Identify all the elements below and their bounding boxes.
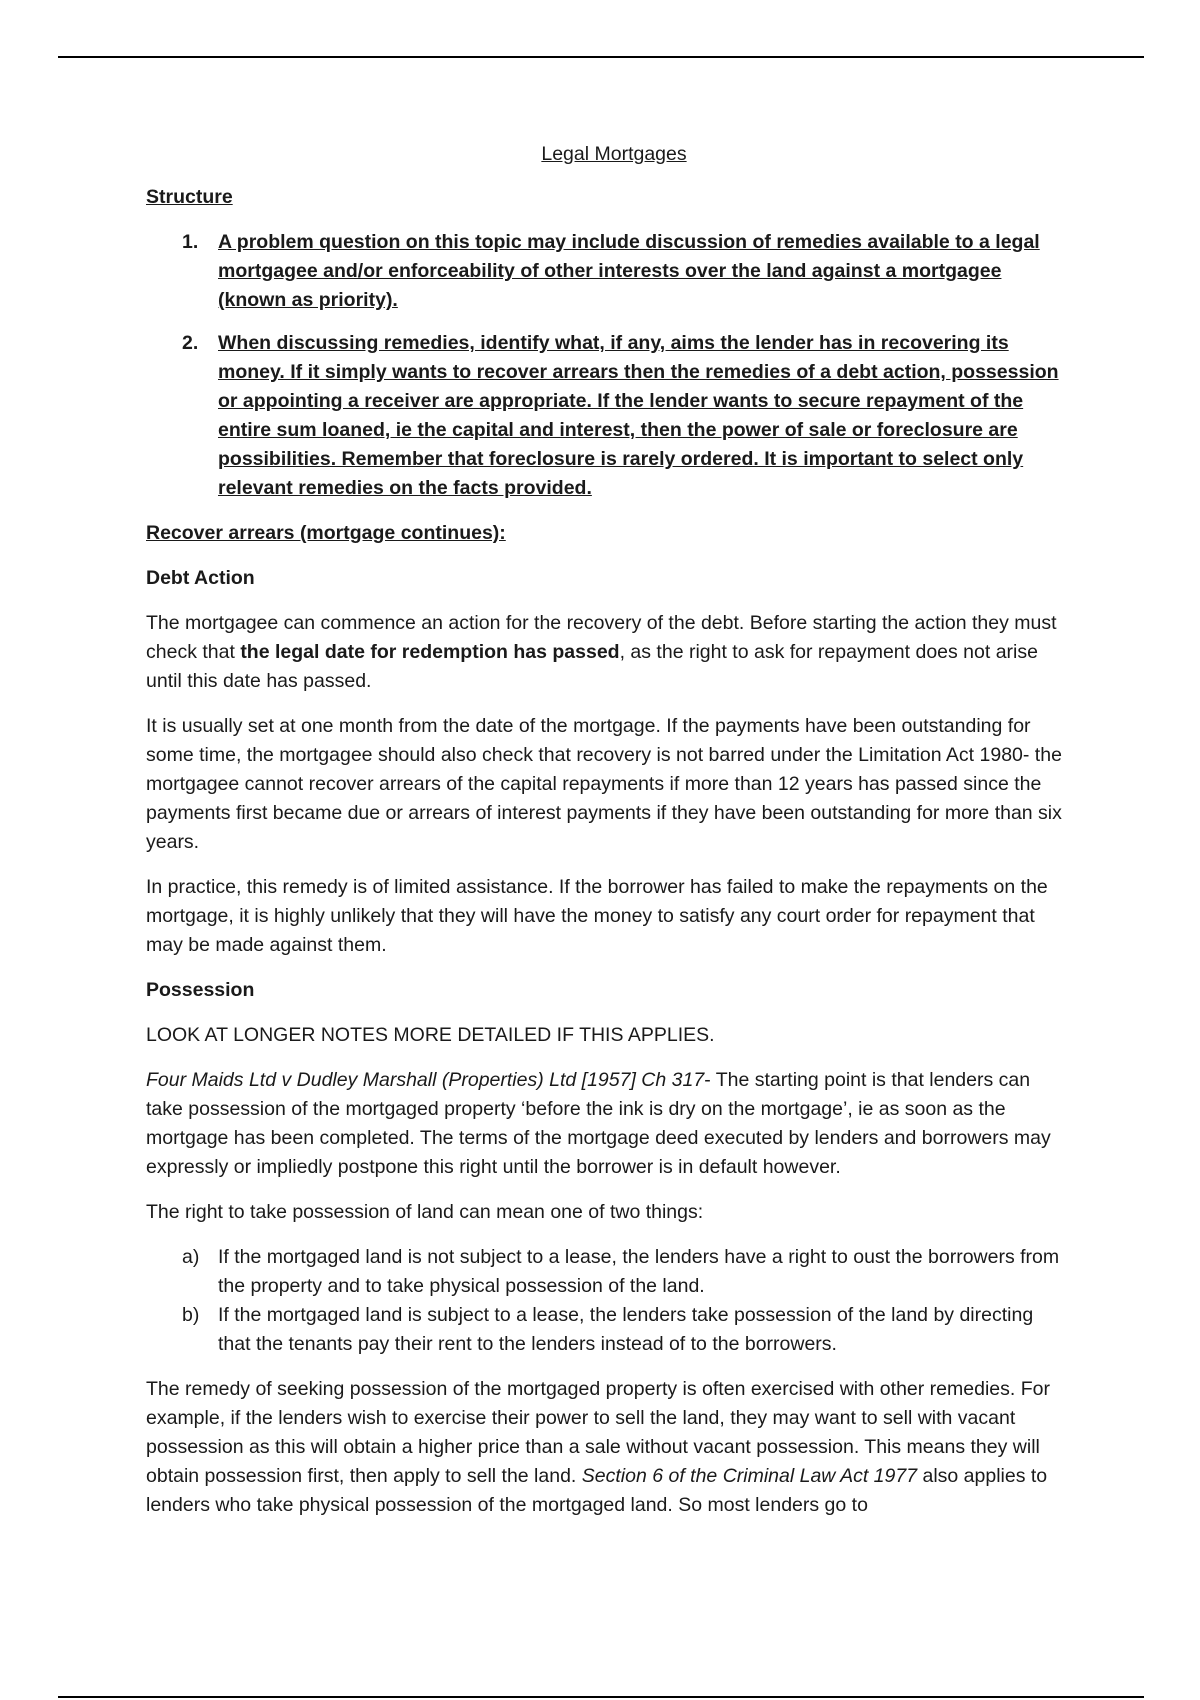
structure-heading: Structure [146, 186, 233, 208]
case-paragraph [146, 1066, 1066, 1182]
structure-item-text: A problem question on this topic may include discussion of remedies available to a legal mortgagee and/or enforceability of other interests over the land against a mortgagee (known as priority). [218, 231, 1040, 311]
list-marker: a) [182, 1246, 200, 1268]
list-marker: 2. [182, 332, 199, 354]
structure-item-text: When discussing remedies, identify what, if any, aims the lender has in recovering its money. If it simply wants to recover arrears then the remedies of a debt action, possession or appointing a receiver are appropriate. If the lender wants to secure repayment of the entire sum loaned, ie the capital and interest, then the power of sale or foreclosure are possibilities. Remember that foreclosure is rarely ordered. It is important to select only relevant remedies on the facts provided. [218, 332, 1059, 499]
text-run: The mortgagee can commence an action for the recovery of the debt. Before starting the action they must check that [146, 612, 1057, 663]
text-run: also applies to lenders who take physical possession of the mortgaged land. So most lenders go to [146, 1465, 1048, 1516]
statute-citation: Section 6 of the Criminal Law Act 1977 [581, 1465, 918, 1487]
final-paragraph [146, 1375, 1066, 1520]
debt-action-heading: Debt Action [146, 567, 255, 589]
right-intro: The right to take possession of land can mean one of two things: [146, 1201, 704, 1223]
structure-list [146, 228, 1066, 503]
debt-paragraph-2: It is usually set at one month from the date of the mortgage. If the payments have been outstanding for some time, the mortgagee should also check that recovery is not barred under the Limitation Act 1980- the mortgagee cannot recover arrears of the capital repayments if more than 12 years has passed since the payments first became due or arrears of interest payments if they have been outstanding for more than six years. [146, 715, 1062, 853]
possession-heading: Possession [146, 979, 255, 1001]
debt-paragraph-1 [146, 609, 1066, 696]
possession-note: LOOK AT LONGER NOTES MORE DETAILED IF THIS APPLIES. [146, 1024, 715, 1046]
recover-arrears-heading: Recover arrears (mortgage continues): [146, 522, 506, 544]
possession-rights-list [146, 1243, 1066, 1359]
text-run: , as the right to ask for repayment does not arise until this date has passed. [146, 641, 1038, 692]
structure-item [146, 329, 1066, 503]
list-marker: 1. [182, 231, 199, 253]
list-item-text: If the mortgaged land is not subject to a lease, the lenders have a right to oust the borrowers from the property and to take physical possession of the land. [218, 1246, 1060, 1297]
text-run: The remedy of seeking possession of the mortgaged property is often exercised with other remedies. For example, if the lenders wish to exercise their power to sell the land, they may want to sell with vacant possession as this will obtain a higher price than a sale without vacant possession. This means they will obtain possession first, then apply to sell the land. [146, 1378, 1050, 1487]
document-title: Legal Mortgages [541, 143, 687, 165]
bold-text-run: the legal date for redemption has passed [240, 641, 620, 663]
case-text: - The starting point is that lenders can take possession of the mortgaged property ‘before the ink is dry on the mortgage’, ie as soon as the mortgage has been completed. The terms of the mortgage deed executed by lenders and borrowers may expressly or impliedly postpone this right until the borrower is in default however. [146, 1069, 1051, 1178]
structure-item [146, 228, 1066, 315]
list-marker: b) [182, 1304, 200, 1326]
list-item [146, 1243, 1066, 1301]
case-citation: Four Maids Ltd v Dudley Marshall (Properties) Ltd [1957] Ch 317 [146, 1069, 705, 1091]
header-rule [58, 56, 1144, 58]
footer-rule [58, 1696, 1144, 1698]
document-body [146, 140, 1066, 1536]
list-item-text: If the mortgaged land is subject to a lease, the lenders take possession of the land by directing that the tenants pay their rent to the lenders instead of to the borrowers. [218, 1304, 1034, 1355]
debt-paragraph-3: In practice, this remedy is of limited assistance. If the borrower has failed to make the repayments on the mortgage, it is highly unlikely that they will have the money to satisfy any court order for repayment that may be made against them. [146, 876, 1048, 956]
list-item [146, 1301, 1066, 1359]
